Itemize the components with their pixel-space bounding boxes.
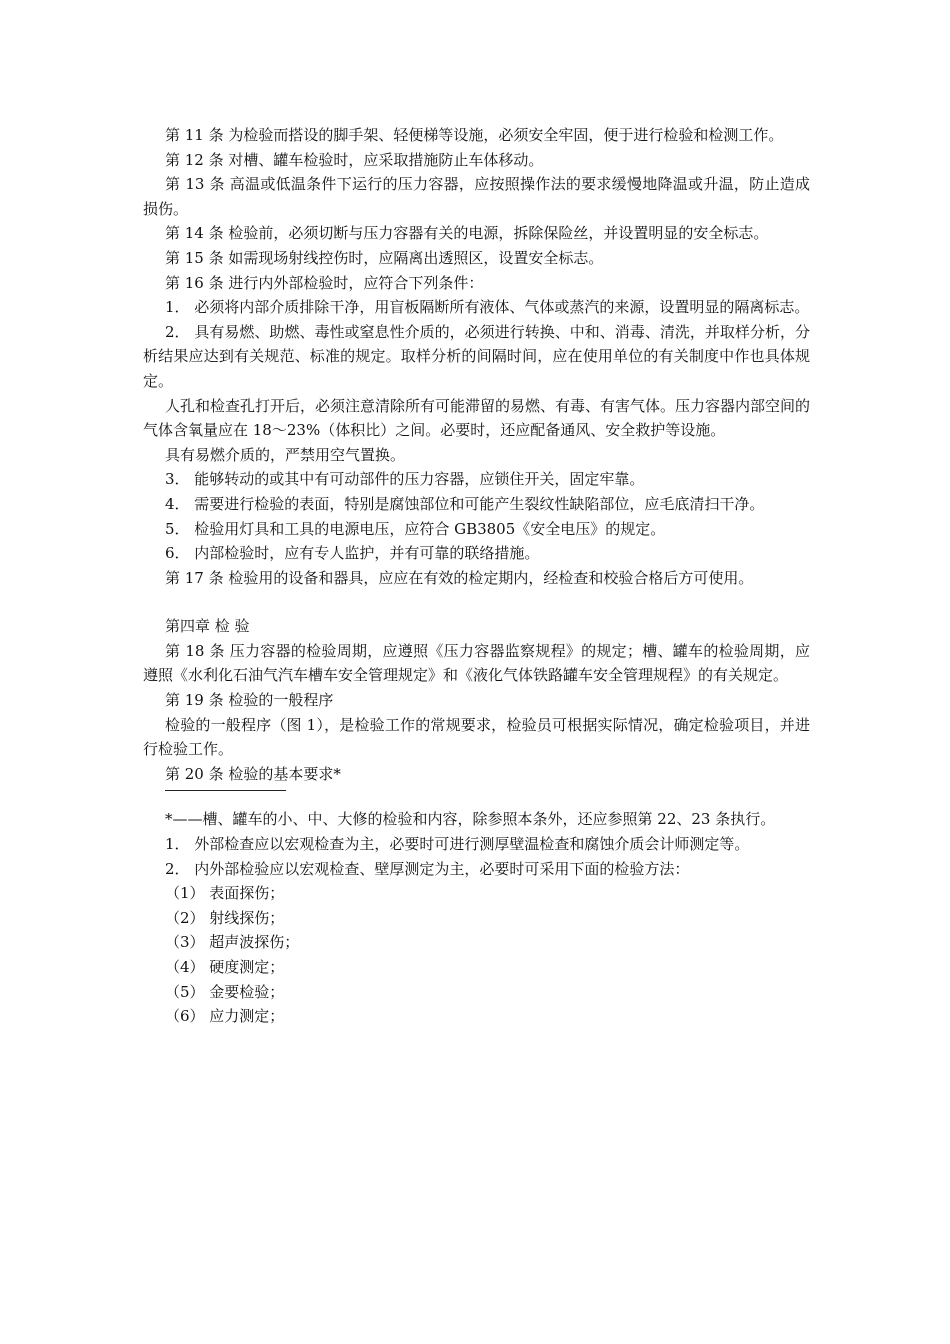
method-item: （2） 射线探伤； [165, 908, 285, 927]
article-18: 第 18 条 压力容器的检验周期，应遵照《压力容器监察规程》的规定；槽、罐车的检验周期，应遵照《水利化石油气汽车槽车安全管理规定》和《液化气体铁路罐车安全管理规程》的有关规定。 [143, 641, 810, 685]
article-17: 第 17 条 检验用的设备和器具，应应在有效的检定期内，经检查和校验合格后方可使用。 [165, 568, 754, 587]
footnote-separator [165, 790, 286, 791]
document-body [143, 123, 810, 1029]
article-16-item-2-note: 具有易燃介质的，严禁用空气置换。 [165, 445, 406, 464]
article-20-item-1: 1． 外部检查应以宏观检查为主，必要时可进行测厚壁温检查和腐蚀介质会计师测定等。 [165, 835, 750, 854]
article-16-item-5: 5． 检验用灯具和工具的电源电压，应符合 GB3805《安全电压》的规定。 [165, 519, 666, 538]
article-16-item-2-cont: 人孔和检查孔打开后，必须注意清除所有可能滞留的易燃、有毒、有害气体。压力容器内部空间的气体含氧量应在 18～23%（体积比）之间。必要时，还应配备通风、安全救护等设施。 [143, 396, 811, 440]
article-13: 第 13 条 高温或低温条件下运行的压力容器，应按照操作法的要求缓慢地降温或升温，防止造成损伤。 [143, 175, 810, 218]
method-item: （4） 硬度测定； [165, 958, 285, 976]
article-11: 第 11 条 为检验而搭设的脚手架、轻便梯等设施，必须安全牢固，便于进行检验和检测工作。 [165, 126, 784, 144]
method-item: （6） 应力测定； [165, 1007, 285, 1026]
article-20: 第 20 条 检验的基本要求* [165, 764, 341, 783]
article-12: 第 12 条 对槽、罐车检验时，应采取措施防止车体移动。 [165, 150, 544, 169]
article-16: 第 16 条 进行内外部检验时，应符合下列条件： [165, 273, 484, 292]
article-19: 第 19 条 检验的一般程序 [165, 691, 334, 710]
article-16-item-2: 2． 具有易燃、助燃、毒性或窒息性介质的，必须进行转换、中和、消毒、清洗，并取样分析，分析结果应达到有关规范、标准的规定。取样分析的间隔时间，应在使用单位的有关制度中作也具体规定。 [143, 322, 810, 390]
article-16-item-6: 6． 内部检验时，应有专人监护，并有可靠的联络措施。 [165, 544, 540, 563]
article-15: 第 15 条 如需现场射线控伤时，应隔离出透照区，设置安全标志。 [165, 248, 604, 267]
method-item: （1） 表面探伤； [165, 884, 285, 903]
article-16-item-4: 4． 需要进行检验的表面，特别是腐蚀部位和可能产生裂纹性缺陷部位，应毛底清扫干净。 [165, 494, 765, 513]
blank-line [143, 590, 810, 614]
article-20-item-2: 2． 内外部检验应以宏观检查、壁厚测定为主，必要时可采用下面的检验方法： [165, 859, 690, 878]
chapter-heading: 第四章 检 验 [165, 617, 250, 636]
article-19-body: 检验的一般程序（图 1），是检验工作的常规要求，检验员可根据实际情况，确定检验项目，并进行检验工作。 [143, 715, 810, 759]
article-16-item-3: 3． 能够转动的或其中有可动部件的压力容器，应锁住开关，固定牢靠。 [165, 470, 645, 489]
article-14: 第 14 条 检验前，必须切断与压力容器有关的电源，拆除保险丝，并设置明显的安全标志。 [165, 224, 769, 243]
method-item: （5） 金要检验； [165, 982, 285, 1001]
footnote: *——槽、罐车的小、中、大修的检验和内容，除参照本条外，还应参照第 22、23 条执行。 [165, 810, 776, 829]
article-16-item-1: 1． 必须将内部介质排除干净，用盲板隔断所有液体、气体或蒸汽的来源，设置明显的隔离标志。 [165, 298, 810, 317]
method-item: （3） 超声波探伤； [165, 933, 300, 952]
